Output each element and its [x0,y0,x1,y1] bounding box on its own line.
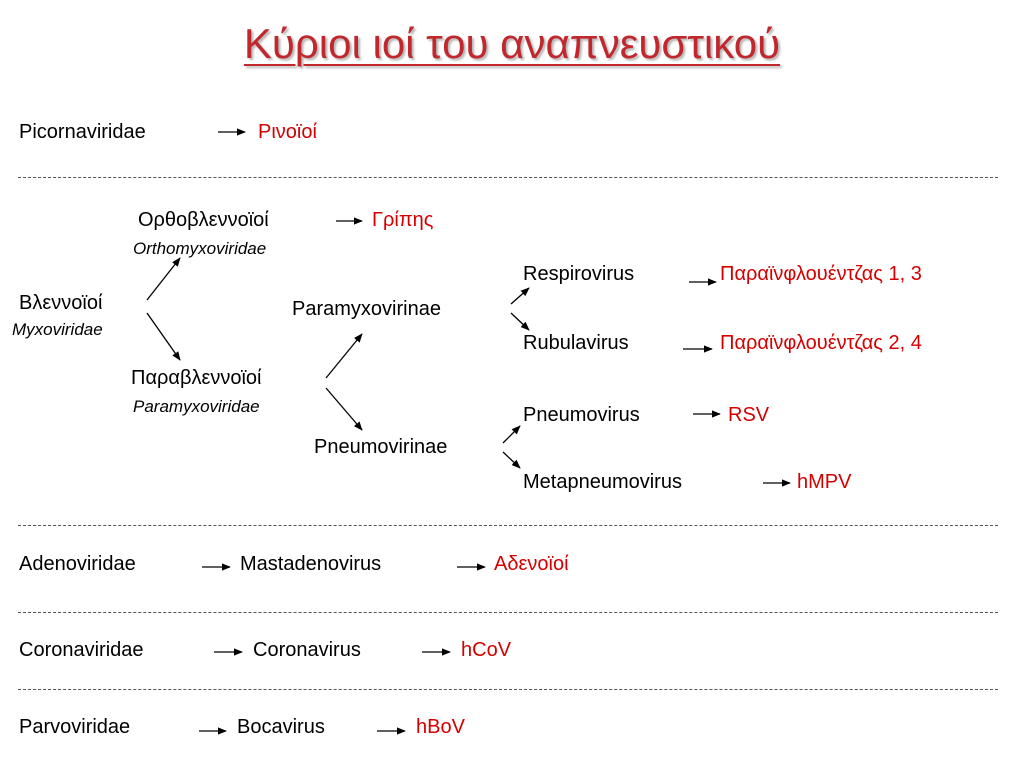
parvoviridae-label: Parvoviridae [19,716,131,738]
pneumovirus-label: Pneumovirus [523,404,640,426]
slide-title: Κύριοι ιοί του αναπνευστικού [243,20,781,67]
paramyxo-label-lat: Paramyxoviridae [133,397,260,416]
separator-2 [18,525,998,526]
arrow-paramyxovirinae-respirovirus [511,288,529,304]
arrow-pneumovirinae-metapneumovirus [503,452,520,468]
metapneumovirus-result: hMPV [797,471,852,493]
rubulavirus-result: Παραϊνφλουέντζας 2, 4 [720,332,922,354]
orthomyxo-label-gr: Ορθοβλεννοϊοί [138,209,269,231]
myxo-family-gr: Βλεννοϊοί [19,292,103,314]
rubulavirus-label: Rubulavirus [523,332,629,354]
orthomyxo-result: Γρίπης [372,209,434,231]
arrow-paramyxovirinae-rubulavirus [511,313,529,330]
corona-result: hCoV [461,639,512,661]
adeno-result: Αδενοϊοί [494,553,569,575]
orthomyxo-label-lat: Orthomyxoviridae [133,239,267,258]
picornaviridae-label: Picornaviridae [19,121,146,143]
coronaviridae-label: Coronaviridae [19,639,144,661]
arrow-para-paramyxovirinae [326,334,362,378]
arrow-myxo-para [147,313,180,360]
separator-4 [18,689,998,690]
arrow-para-pneumovirinae [326,388,362,430]
arrow-pneumovirinae-pneumovirus [503,426,520,443]
coronavirus-label: Coronavirus [253,639,361,661]
mastadenovirus-label: Mastadenovirus [240,553,382,575]
respirovirus-result: Παραϊνφλουέντζας 1, 3 [720,263,922,285]
separator-1 [18,177,998,178]
adenoviridae-label: Adenoviridae [19,553,136,575]
myxo-family-lat: Myxoviridae [12,320,103,339]
separator-3 [18,612,998,613]
paramyxovirinae-label: Paramyxovirinae [292,298,441,320]
pneumovirinae-label: Pneumovirinae [314,436,448,458]
respirovirus-label: Respirovirus [523,263,635,285]
picorna-result: Ρινοϊοί [258,121,317,143]
arrow-myxo-ortho [147,258,180,300]
metapneumovirus-label: Metapneumovirus [523,471,682,493]
parvo-result: hBoV [416,716,465,738]
pneumovirus-result: RSV [728,404,770,426]
bocavirus-label: Bocavirus [237,716,325,738]
paramyxo-label-gr: Παραβλεννοϊοί [131,367,262,389]
